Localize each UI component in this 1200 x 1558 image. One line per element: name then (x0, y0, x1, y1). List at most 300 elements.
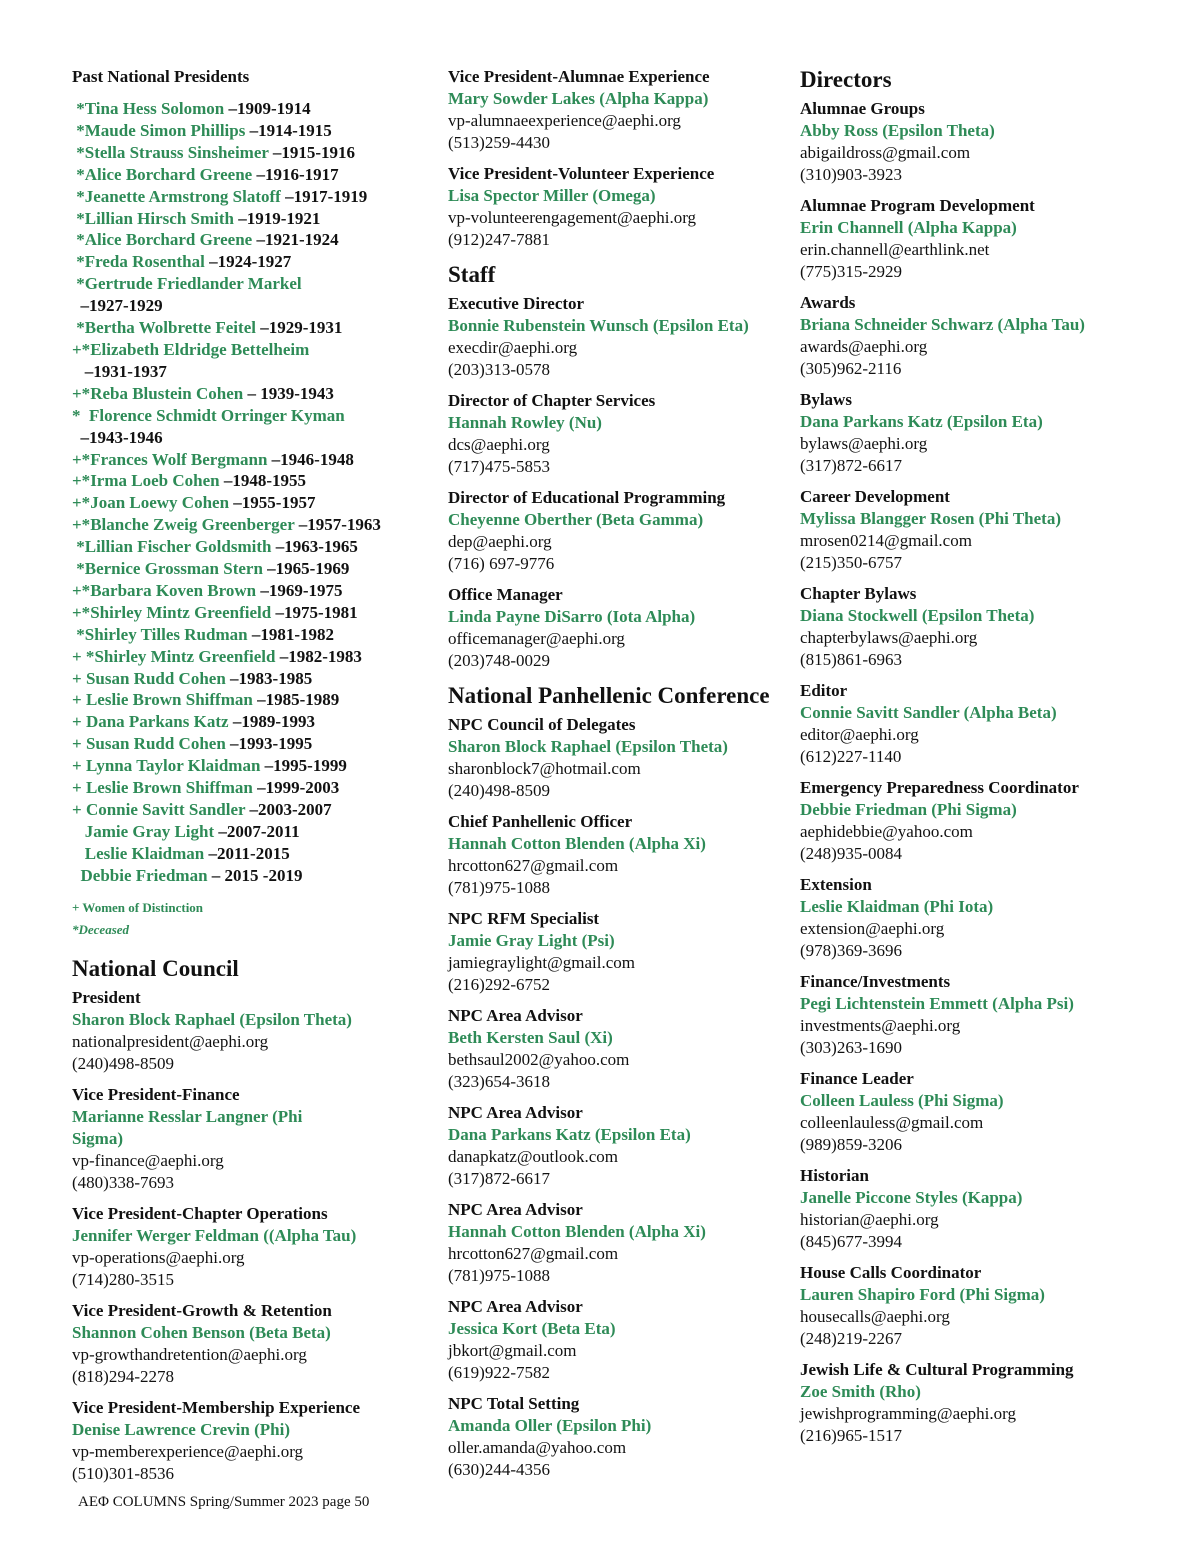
president-name: Susan Rudd Cohen (85, 734, 226, 754)
president-marker: +* (72, 515, 91, 535)
president-marker: +* (72, 449, 91, 469)
contact-entry (448, 584, 788, 672)
staff-title: Staff (448, 262, 496, 287)
entry-role: House Calls Coordinator (800, 1263, 982, 1282)
contact-entry (72, 1300, 424, 1388)
past-president-row (72, 668, 424, 690)
president-name: Lillian Fischer Goldsmith (84, 537, 272, 557)
contact-entry (448, 163, 788, 251)
entry-email[interactable]: vp-growthandretention@aephi.org (72, 1344, 307, 1364)
past-president-row (72, 164, 424, 186)
entry-role: Director of Educational Programming (448, 488, 726, 507)
past-president-row (72, 229, 424, 251)
entry-email[interactable]: nationalpresident@aephi.org (72, 1031, 269, 1051)
president-years: –1963-1965 (271, 537, 358, 557)
entry-name: Denise Lawrence Crevin (Phi) (72, 1419, 290, 1439)
contact-entry (800, 1262, 1190, 1350)
entry-phone: (781)975-1088 (448, 1266, 550, 1285)
president-marker (72, 844, 85, 863)
president-name: Leslie Brown Shiffman (85, 690, 253, 710)
entry-role: NPC Area Advisor (448, 1297, 583, 1316)
president-years: –1975-1981 (271, 602, 358, 622)
entry-phone: (317)872-6617 (448, 1169, 550, 1188)
entry-email[interactable]: historian@aephi.org (800, 1210, 939, 1229)
entry-email[interactable]: oller.amanda@yahoo.com (448, 1438, 627, 1457)
president-years: –1927-1929 (80, 296, 163, 316)
entry-role: NPC Total Setting (448, 1394, 580, 1413)
president-years: –1983-1985 (225, 668, 313, 688)
column-3 (800, 66, 1190, 1456)
president-years: –1981-1982 (247, 624, 334, 644)
president-marker: * (72, 537, 85, 557)
president-name: Debbie Friedman (80, 865, 208, 885)
president-years: –1957-1963 (294, 515, 381, 535)
contact-entry (800, 486, 1190, 574)
president-years: –2003-2007 (245, 800, 332, 819)
president-name: Tina Hess Solomon (84, 99, 225, 118)
entry-email[interactable]: execdir@aephi.org (448, 338, 578, 357)
entry-email[interactable]: investments@aephi.org (800, 1016, 961, 1035)
entry-role: Vice President-Chapter Operations (72, 1203, 328, 1223)
president-name: Lillian Hirsch Smith (84, 208, 234, 228)
entry-phone: (815)861-6963 (800, 650, 902, 669)
past-president-row (72, 251, 424, 273)
entry-role: Vice President-Volunteer Experience (448, 164, 715, 183)
president-name: Susan Rudd Cohen (85, 668, 226, 688)
entry-phone: (216)292-6752 (448, 975, 550, 994)
president-marker: * (72, 318, 85, 338)
entry-email[interactable]: sharonblock7@hotmail.com (448, 759, 641, 778)
entry-email[interactable]: dcs@aephi.org (448, 435, 550, 454)
president-marker (72, 428, 81, 447)
entry-phone: (510)301-8536 (72, 1463, 174, 1483)
contact-entry (800, 389, 1190, 477)
past-president-row (72, 558, 424, 580)
entry-name: Dana Parkans Katz (Epsilon Eta) (448, 1125, 691, 1144)
column-1 (72, 66, 424, 1494)
past-president-row (72, 799, 424, 821)
entry-email[interactable]: jbkort@gmail.com (448, 1341, 577, 1360)
entry-phone: (317)872-6617 (800, 456, 902, 475)
entry-name: Mary Sowder Lakes (Alpha Kappa) (448, 89, 709, 108)
entry-role: Vice President-Membership Experience (72, 1397, 360, 1417)
president-name: Bertha Wolbrette Feitel (84, 318, 256, 338)
past-president-row (72, 449, 424, 471)
entry-role: Executive Director (448, 294, 585, 313)
past-president-row (72, 777, 424, 799)
president-marker: * (72, 559, 85, 579)
column-2 (448, 66, 788, 1490)
entry-role: Bylaws (800, 390, 852, 409)
president-years: –1916-1917 (252, 164, 339, 184)
contact-entry (448, 66, 788, 154)
contact-entry (72, 1397, 424, 1485)
entry-role: NPC Area Advisor (448, 1200, 583, 1219)
president-years: –1989-1993 (228, 712, 315, 732)
president-years: –1921-1924 (252, 230, 339, 250)
entry-name: Jamie Gray Light (Psi) (448, 931, 615, 950)
entry-role: Extension (800, 875, 872, 894)
past-president-row (72, 317, 424, 339)
past-presidents-title: Past National Presidents (72, 67, 250, 86)
entry-email[interactable]: dep@aephi.org (448, 532, 552, 551)
president-marker: +* (72, 471, 91, 491)
president-years: –1909-1914 (224, 99, 311, 118)
past-president-row (72, 646, 424, 668)
entry-name: Leslie Klaidman (Phi Iota) (800, 897, 994, 916)
president-name: Bernice Grossman Stern (84, 559, 263, 579)
past-president-row (72, 492, 424, 514)
entry-phone: (215)350-6757 (800, 553, 902, 572)
contact-entry (448, 811, 788, 899)
president-years: –1948-1955 (219, 471, 307, 491)
entry-phone: (248)935-0084 (800, 844, 902, 863)
president-marker: +* (72, 383, 91, 403)
entry-name: Abby Ross (Epsilon Theta) (800, 121, 995, 140)
entry-name: Sharon Block Raphael (Epsilon Theta) (72, 1009, 352, 1029)
entry-name: Cheyenne Oberther (Beta Gamma) (448, 510, 704, 529)
past-president-row (72, 208, 424, 230)
national-council-title: National Council (72, 955, 239, 981)
contact-entry (800, 98, 1190, 186)
entry-name: Linda Payne DiSarro (Iota Alpha) (448, 607, 696, 626)
entry-phone: (203)313-0578 (448, 360, 550, 379)
president-years: –1929-1931 (255, 318, 343, 338)
past-president-row (72, 580, 424, 602)
president-years: –1982-1983 (275, 646, 362, 666)
president-name: Lynna Taylor Klaidman (85, 756, 261, 776)
entry-email[interactable]: aephidebbie@yahoo.com (800, 822, 973, 841)
past-president-row (72, 273, 424, 295)
president-marker: * (72, 405, 89, 425)
president-marker: + (72, 690, 86, 710)
entry-role: Chief Panhellenic Officer (448, 812, 633, 831)
president-years: –1969-1975 (256, 580, 343, 600)
entry-email[interactable]: hrcotton627@gmail.com (448, 1244, 619, 1263)
president-marker: * (72, 252, 85, 272)
president-name: Gertrude Friedlander Markel (84, 274, 302, 294)
entry-name: Hannah Cotton Blenden (Alpha Xi) (448, 834, 706, 853)
president-name: Stella Strauss Sinsheimer (84, 142, 269, 162)
president-name: Elizabeth Eldridge Bettelheim (90, 339, 310, 359)
president-name: Reba Blustein Cohen (90, 383, 244, 403)
npc-title: National Panhellenic Conference (448, 683, 770, 708)
entry-phone: (717)475-5853 (448, 457, 550, 476)
entry-role: Jewish Life & Cultural Programming (800, 1360, 1074, 1379)
president-years: –1931-1937 (84, 361, 167, 381)
entry-phone: (978)369-3696 (800, 941, 902, 960)
entry-email[interactable]: bethsaul2002@yahoo.com (448, 1050, 630, 1069)
entry-email[interactable]: jewishprogramming@aephi.org (800, 1404, 1016, 1423)
entry-role: Office Manager (448, 585, 563, 604)
entry-role: NPC Area Advisor (448, 1006, 583, 1025)
directors-list (800, 98, 1190, 1447)
entry-phone: (305)962-2116 (800, 359, 902, 378)
entry-name: Lauren Shapiro Ford (Phi Sigma) (800, 1285, 1045, 1304)
entry-email[interactable]: vp-memberexperience@aephi.org (72, 1441, 304, 1461)
contact-entry (448, 1296, 788, 1384)
president-years: –1946-1948 (267, 449, 354, 469)
past-president-row (72, 865, 424, 887)
entry-phone: (216)965-1517 (800, 1426, 902, 1445)
entry-role: Alumnae Program Development (800, 196, 1035, 215)
entry-email[interactable]: chapterbylaws@aephi.org (800, 628, 978, 647)
president-marker: * (72, 208, 85, 228)
entry-email[interactable]: mrosen0214@gmail.com (800, 531, 972, 550)
president-years: –1924-1927 (204, 252, 292, 272)
president-marker: * (72, 164, 85, 184)
past-president-row (72, 339, 424, 361)
contact-entry (448, 1005, 788, 1093)
past-president-row (72, 186, 424, 208)
president-name: Shirley Tilles Rudman (84, 624, 248, 644)
entry-role: Editor (800, 681, 848, 700)
president-marker: +* (72, 602, 91, 622)
past-president-row (72, 711, 424, 733)
entry-email[interactable]: awards@aephi.org (800, 337, 928, 356)
president-name: Freda Rosenthal (84, 252, 205, 272)
entry-name: Pegi Lichtenstein Emmett (Alpha Psi) (800, 994, 1074, 1013)
contact-entry (800, 874, 1190, 962)
past-president-row (72, 98, 424, 120)
entry-phone: (818)294-2278 (72, 1366, 174, 1386)
entry-email[interactable]: erin.channell@earthlink.net (800, 240, 990, 259)
entry-role: Alumnae Groups (800, 99, 925, 118)
entry-name: Dana Parkans Katz (Epsilon Eta) (800, 412, 1043, 431)
entry-email[interactable]: officemanager@aephi.org (448, 629, 625, 648)
past-president-row (72, 602, 424, 624)
entry-email[interactable]: jamiegraylight@gmail.com (448, 953, 636, 972)
entry-role: Vice President-Growth & Retention (72, 1300, 332, 1320)
contact-entry (800, 195, 1190, 283)
past-president-row (72, 536, 424, 558)
past-presidents-list (72, 98, 424, 887)
entry-phone: (989)859-3206 (800, 1135, 902, 1154)
president-name: Leslie Brown Shiffman (85, 778, 253, 798)
president-years: –1914-1915 (245, 120, 332, 140)
npc-list (448, 714, 788, 1481)
directors-title: Directors (800, 67, 892, 92)
president-name: Dana Parkans Katz (85, 712, 229, 732)
president-name: Shirley Mintz Greenfield (90, 602, 272, 622)
entry-email[interactable]: danapkatz@outlook.com (448, 1147, 619, 1166)
entry-role: NPC Area Advisor (448, 1103, 583, 1122)
entry-name: Briana Schneider Schwarz (Alpha Tau) (800, 315, 1085, 334)
president-years: –1915-1916 (268, 142, 356, 162)
president-marker: + (72, 668, 86, 688)
entry-name: Sharon Block Raphael (Epsilon Theta) (448, 737, 728, 756)
past-president-row (72, 361, 424, 383)
entry-role: Finance/Investments (800, 972, 951, 991)
president-years: –1965-1969 (262, 559, 350, 579)
contact-entry (448, 714, 788, 802)
president-marker: + (72, 712, 86, 732)
entry-role: President (72, 987, 141, 1007)
entry-phone: (248)219-2267 (800, 1329, 902, 1348)
entry-role: NPC Council of Delegates (448, 715, 636, 734)
entry-phone: (323)654-3618 (448, 1072, 550, 1091)
entry-role: Historian (800, 1166, 869, 1185)
president-marker: + (72, 734, 86, 754)
entry-email[interactable]: vp-alumnaeexperience@aephi.org (448, 111, 681, 130)
entry-email[interactable]: extension@aephi.org (800, 919, 945, 938)
council-continued-list (448, 66, 788, 251)
entry-role: NPC RFM Specialist (448, 909, 600, 928)
president-marker: +* (72, 493, 91, 513)
entry-role: Awards (800, 293, 856, 312)
entry-role: Finance Leader (800, 1069, 914, 1088)
contact-entry (448, 293, 788, 381)
president-years: –1999-2003 (252, 778, 340, 798)
president-years: –1993-1995 (225, 734, 313, 754)
contact-entry (800, 971, 1190, 1059)
president-years: –1917-1919 (280, 186, 368, 206)
president-marker: * (72, 186, 85, 206)
president-years: –2007-2011 (214, 821, 300, 841)
entry-email[interactable]: bylaws@aephi.org (800, 434, 928, 453)
past-president-row (72, 405, 424, 427)
president-marker: + (72, 800, 86, 819)
past-president-row (72, 470, 424, 492)
entry-phone: (303)263-1690 (800, 1038, 902, 1057)
past-president-row (72, 755, 424, 777)
entry-name: Marianne Resslar Langner (Phi (72, 1106, 303, 1126)
president-name: Jeanette Armstrong Slatoff (84, 186, 281, 206)
entry-role: Career Development (800, 487, 950, 506)
entry-name: Zoe Smith (Rho) (800, 1382, 921, 1401)
entry-name: Jennifer Werger Feldman ((Alpha Tau) (72, 1225, 357, 1245)
president-name: Connie Savitt Sandler (85, 800, 246, 819)
president-marker: +* (72, 580, 91, 600)
past-president-row (72, 427, 424, 449)
entry-name: Janelle Piccone Styles (Kappa) (800, 1188, 1023, 1207)
president-marker: * (72, 624, 85, 644)
entry-role: Director of Chapter Services (448, 391, 656, 410)
president-years: –1943-1946 (80, 427, 163, 447)
staff-list (448, 293, 788, 672)
entry-name: Colleen Lauless (Phi Sigma) (800, 1091, 1004, 1110)
president-name: Leslie Klaidman (84, 843, 205, 863)
entry-email[interactable]: vp-volunteerengagement@aephi.org (448, 208, 697, 227)
president-years: – 1939-1943 (243, 383, 334, 403)
past-president-row (72, 142, 424, 164)
contact-entry (448, 390, 788, 478)
entry-name: Shannon Cohen Benson (Beta Beta) (72, 1322, 331, 1342)
president-marker: + (72, 778, 86, 798)
contact-entry (72, 987, 424, 1075)
entry-name: Jessica Kort (Beta Eta) (448, 1319, 616, 1338)
entry-phone: (310)903-3923 (800, 165, 902, 184)
entry-name: Diana Stockwell (Epsilon Theta) (800, 606, 1035, 625)
president-marker: * (72, 99, 85, 118)
president-name: Irma Loeb Cohen (90, 471, 220, 491)
legend-deceased: *Deceased (72, 921, 130, 937)
president-marker: * (72, 142, 85, 162)
president-years: –1995-1999 (260, 756, 347, 776)
past-president-row (72, 821, 424, 843)
entry-email[interactable]: colleenlauless@gmail.com (800, 1113, 984, 1132)
contact-entry (72, 1084, 424, 1194)
entry-phone: (781)975-1088 (448, 878, 550, 897)
entry-name: Bonnie Rubenstein Wunsch (Epsilon Eta) (448, 316, 749, 335)
president-name: Jamie Gray Light (84, 821, 215, 841)
entry-name: Lisa Spector Miller (Omega) (448, 186, 656, 205)
entry-name: Hannah Rowley (Nu) (448, 413, 602, 432)
contact-entry (448, 1393, 788, 1481)
contact-entry (800, 1359, 1190, 1447)
past-president-row (72, 624, 424, 646)
president-name: Barbara Koven Brown (90, 580, 257, 600)
entry-role: Vice President-Alumnae Experience (448, 67, 710, 86)
contact-entry (448, 908, 788, 996)
entry-role: Vice President-Finance (72, 1084, 240, 1104)
president-years: –1955-1957 (229, 493, 316, 513)
entry-phone: (845)677-3994 (800, 1232, 902, 1251)
entry-phone: (714)280-3515 (72, 1269, 174, 1289)
president-years: –1919-1921 (234, 208, 321, 228)
entry-email[interactable]: housecalls@aephi.org (800, 1307, 950, 1326)
president-marker (72, 822, 85, 841)
entry-phone: (480)338-7693 (72, 1172, 174, 1192)
president-name: Florence Schmidt Orringer Kyman (89, 405, 345, 425)
president-name: Alice Borchard Greene (84, 230, 253, 250)
contact-entry (448, 1102, 788, 1190)
entry-email[interactable]: abigaildross@gmail.com (800, 143, 971, 162)
president-name: Joan Loewy Cohen (90, 493, 230, 513)
entry-email[interactable]: vp-operations@aephi.org (72, 1247, 245, 1267)
president-name: Alice Borchard Greene (84, 164, 253, 184)
entry-email[interactable]: hrcotton627@gmail.com (448, 856, 619, 875)
entry-name: Connie Savitt Sandler (Alpha Beta) (800, 703, 1057, 722)
president-name: Blanche Zweig Greenberger (90, 515, 295, 535)
entry-name: Hannah Cotton Blenden (Alpha Xi) (448, 1222, 706, 1241)
legend-women-of-distinction: + Women of Distinction (72, 899, 204, 915)
president-name: Maude Simon Phillips (84, 120, 246, 140)
president-marker: + * (72, 646, 95, 666)
entry-phone: (619)922-7582 (448, 1363, 550, 1382)
entry-name: Beth Kersten Saul (Xi) (448, 1028, 613, 1047)
entry-phone: (203)748-0029 (448, 651, 550, 670)
entry-name: Mylissa Blangger Rosen (Phi Theta) (800, 509, 1061, 528)
past-president-row (72, 689, 424, 711)
president-years: –1985-1989 (252, 690, 340, 710)
past-president-row (72, 120, 424, 142)
contact-entry (800, 1068, 1190, 1156)
president-marker: * (72, 230, 85, 250)
president-years: – 2015 -2019 (207, 865, 303, 885)
president-marker (72, 296, 81, 315)
contact-entry (448, 1199, 788, 1287)
president-marker: * (72, 120, 85, 140)
past-president-row (72, 514, 424, 536)
page-footer: ΑΕΦ COLUMNS Spring/Summer 2023 page 50 (78, 1494, 370, 1510)
president-marker: +* (72, 339, 91, 359)
contact-entry (800, 680, 1190, 768)
entry-phone: (630)244-4356 (448, 1460, 550, 1479)
entry-email[interactable]: editor@aephi.org (800, 725, 919, 744)
entry-name: Amanda Oller (Epsilon Phi) (448, 1416, 652, 1435)
entry-role: Chapter Bylaws (800, 584, 917, 603)
contact-entry (800, 777, 1190, 865)
entry-phone: (612)227-1140 (800, 747, 902, 766)
past-president-row (72, 733, 424, 755)
president-years: –2011-2015 (204, 843, 290, 863)
entry-phone: (716) 697-9776 (448, 554, 555, 573)
entry-email[interactable]: vp-finance@aephi.org (72, 1150, 224, 1170)
entry-phone: (240)498-8509 (448, 781, 550, 800)
president-marker: + (72, 756, 86, 776)
past-president-row (72, 295, 424, 317)
